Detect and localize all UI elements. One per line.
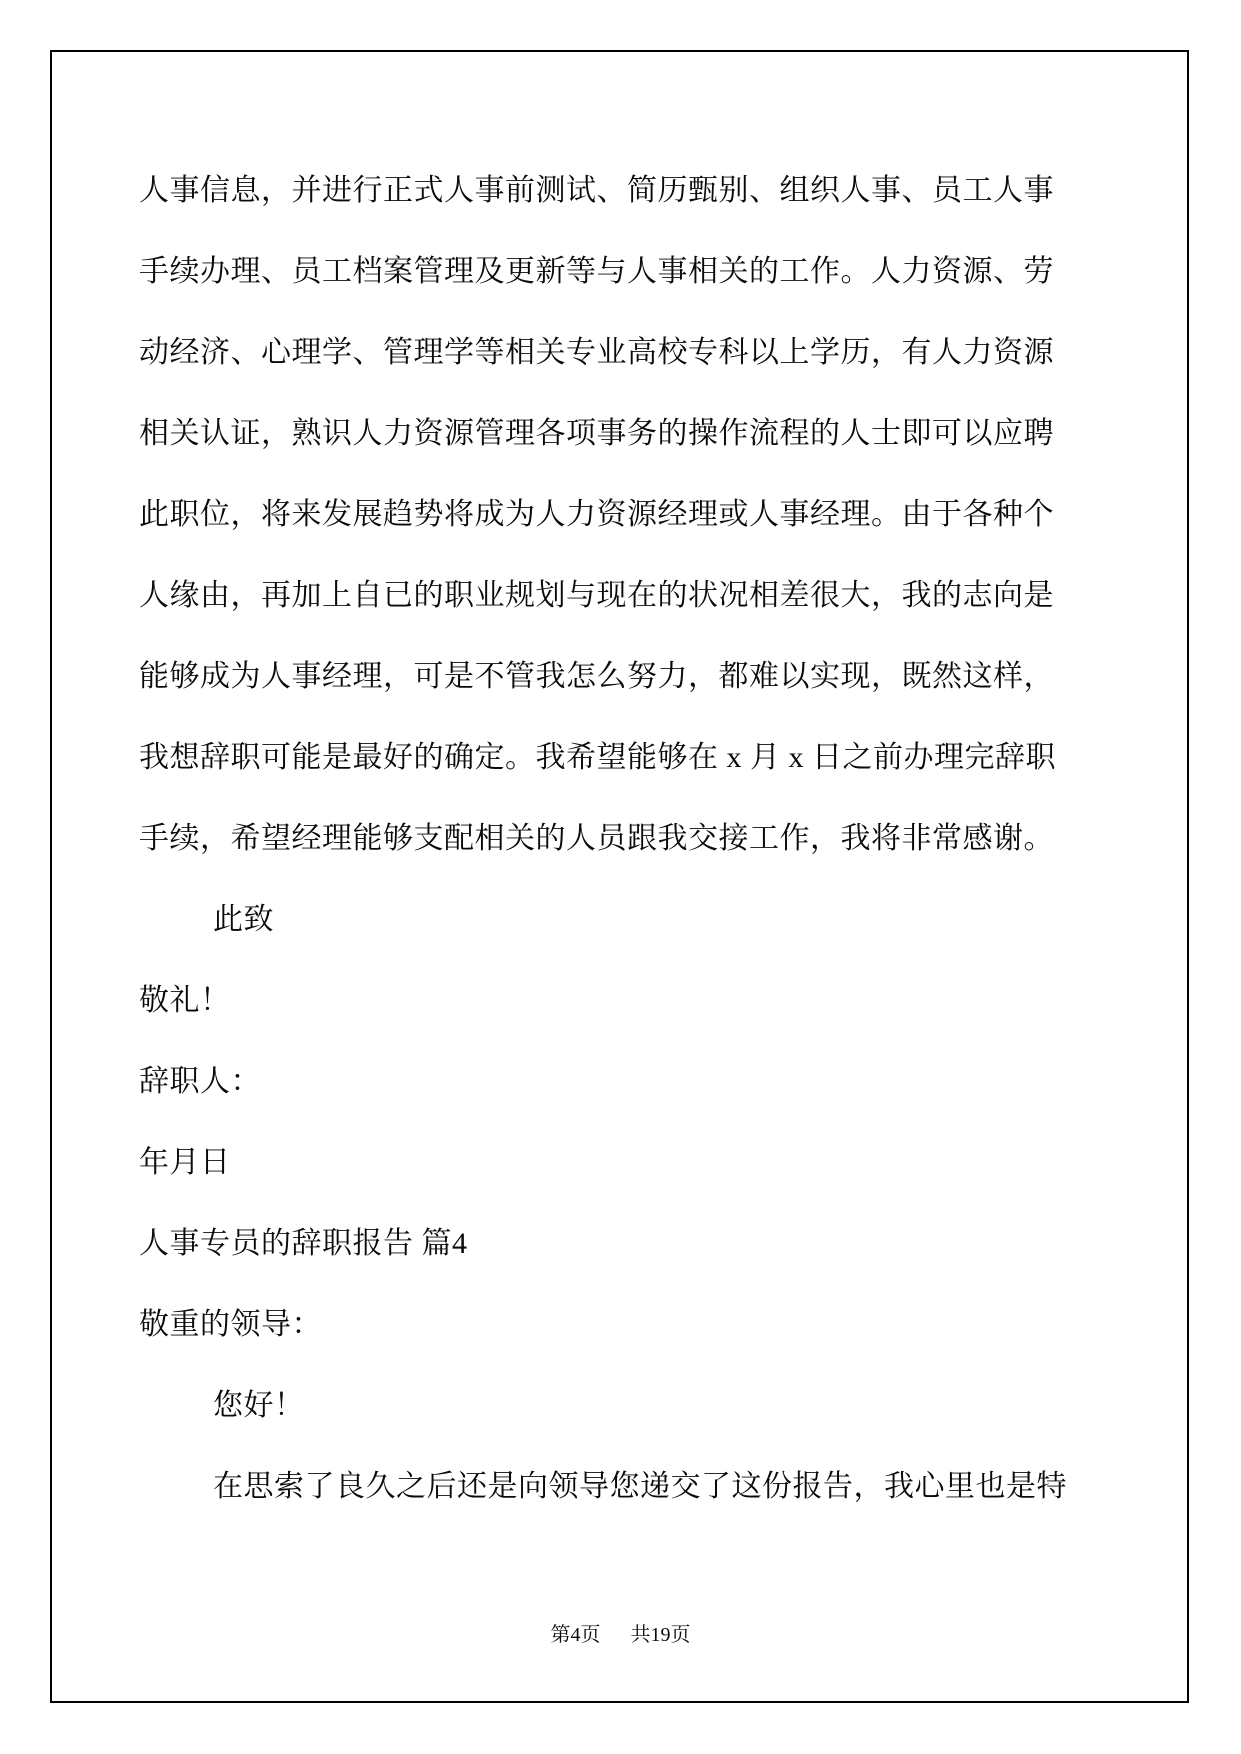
- document-line: 在思索了良久之后还是向领导您递交了这份报告，我心里也是特: [213, 1470, 1067, 1503]
- footer-page-number: 第4页: [550, 1624, 601, 1646]
- document-line: 人事专员的辞职报告 篇4: [139, 1227, 468, 1260]
- document-line: 敬重的领导：: [139, 1308, 322, 1341]
- document-line: 人缘由，再加上自已的职业规划与现在的状况相差很大，我的志向是: [139, 579, 1054, 612]
- page-footer: [0, 1622, 1241, 1648]
- document-line: 我想辞职可能是最好的确定。我希望能够在 x 月 x 日之前办理完辞职: [139, 741, 1056, 774]
- document-line: 动经济、心理学、管理学等相关专业高校专科以上学历，有人力资源: [139, 336, 1054, 369]
- document-line: 您好！: [213, 1389, 305, 1422]
- document-line: 手续，希望经理能够支配相关的人员跟我交接工作，我将非常感谢。: [139, 822, 1054, 855]
- document-line: 手续办理、员工档案管理及更新等与人事相关的工作。人力资源、劳: [139, 255, 1054, 288]
- document-line: 能够成为人事经理，可是不管我怎么努力，都难以实现，既然这样，: [139, 660, 1054, 693]
- document-line: 此致: [213, 903, 274, 936]
- document-line: 人事信息，并进行正式人事前测试、简历甄别、组织人事、员工人事: [139, 174, 1054, 207]
- document-body: [139, 150, 1091, 1527]
- document-line: 相关认证，熟识人力资源管理各项事务的操作流程的人士即可以应聘: [139, 417, 1054, 450]
- document-line: 年月日: [139, 1146, 231, 1179]
- document-line: 此职位，将来发展趋势将成为人力资源经理或人事经理。由于各种个: [139, 498, 1054, 531]
- document-line: 辞职人：: [139, 1065, 261, 1098]
- document-line: 敬礼！: [139, 984, 231, 1017]
- footer-total-pages: 共19页: [630, 1624, 691, 1646]
